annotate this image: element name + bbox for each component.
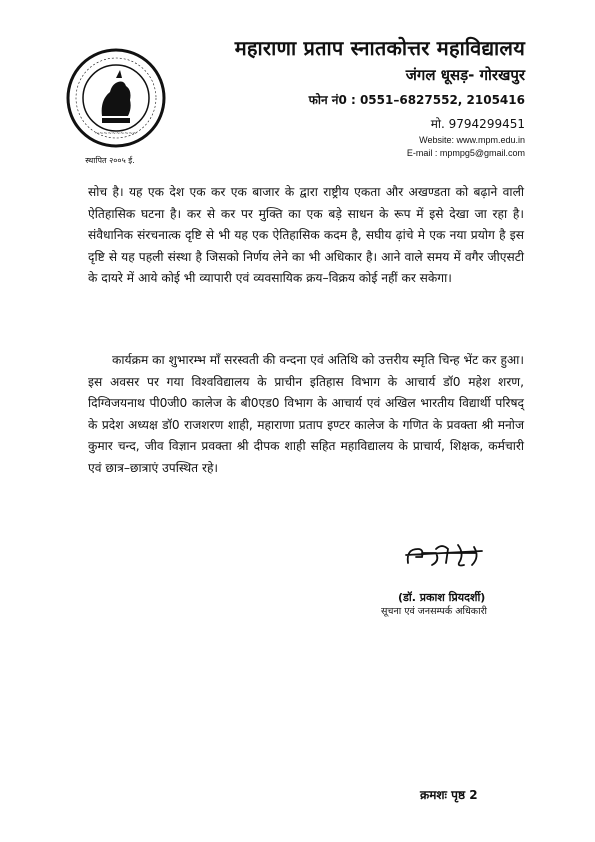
signatory-name: (डॉ. प्रकाश प्रियदर्शी) <box>398 591 486 604</box>
svg-text:~~~~~~~~~~: ~~~~~~~~~~ <box>95 131 137 137</box>
college-location: जंगल धूसड़- गोरखपुर <box>405 66 525 84</box>
phone-number: फोन नं0 : 0551–6827552, 2105416 <box>308 93 525 107</box>
handwritten-signature <box>402 535 492 575</box>
letterhead <box>235 34 525 158</box>
college-seal-logo <box>66 48 166 148</box>
body-paragraph-2: कार्यक्रम का शुभारम्भ माँ सरस्वती की वन्दना एवं अतिथि को उत्तरीय स्मृति चिन्ह भेंट कर हुआ। इस अवसर पर गया विश्वविद्यालय के प्राचीन इतिहास विभाग के आचार्य डॉ0 महेश शरण, दिग्विजयनाथ पी0जी0 कालेज के बी0एड0 विभाग के आचार्य एवं अखिल भारतीय विद्यार्थी परिषद् के प्रदेश अध्यक्ष डॉ0 राजशरण शाही, महाराणा प्रताप इण्टर कालेज के गणित के प्रवक्ता श्री मनोज कुमार चन्द, जीव विज्ञान प्रवक्ता श्री दीपक शाही सहित महाविद्यालय के प्राचार्य, शिक्षक, कर्मचारी एवं छात्र–छात्राएं उपस्थित रहे। <box>88 353 524 475</box>
email-link[interactable]: E-mail : mpmpg5@gmail.com <box>406 148 525 158</box>
signatory-role: सूचना एवं जनसम्पर्क अधिकारी <box>381 606 487 617</box>
website-link[interactable]: Website: www.mpm.edu.in <box>419 135 525 145</box>
continued-page-note: क्रमशः पृष्ठ 2 <box>420 788 478 802</box>
mobile-number: मो. 9794299451 <box>430 117 525 131</box>
college-name: महाराणा प्रताप स्नातकोत्तर महाविद्यालय <box>234 36 525 60</box>
established-year: स्थापित २००५ ई. <box>85 156 135 165</box>
body-paragraph-1: सोच है। यह एक देश एक कर एक बाजार के द्वारा राष्ट्रीय एकता और अखण्डता को बढ़ाने वाली ऐतिहासिक घटना है। कर से कर पर मुक्ति का एक बड़े साधन के रूप में इसे देखा जा रहा है। संवैधानिक संरचनात्क दृष्टि से भी यह एक ऐतिहासिक कदम है, सघीय ढ़ांचे मे एक नया प्रयोग है इस दृष्टि से यह पहली संस्था है जिसको निर्णय लेने का भी अधिकार है। आने वाले समय में वगैर जीएसटी के दायरे में आये कोई भी व्यापारी एवं व्यवसायिक क्रय–विक्रय कोई नहीं कर सकेगा। <box>88 185 524 285</box>
